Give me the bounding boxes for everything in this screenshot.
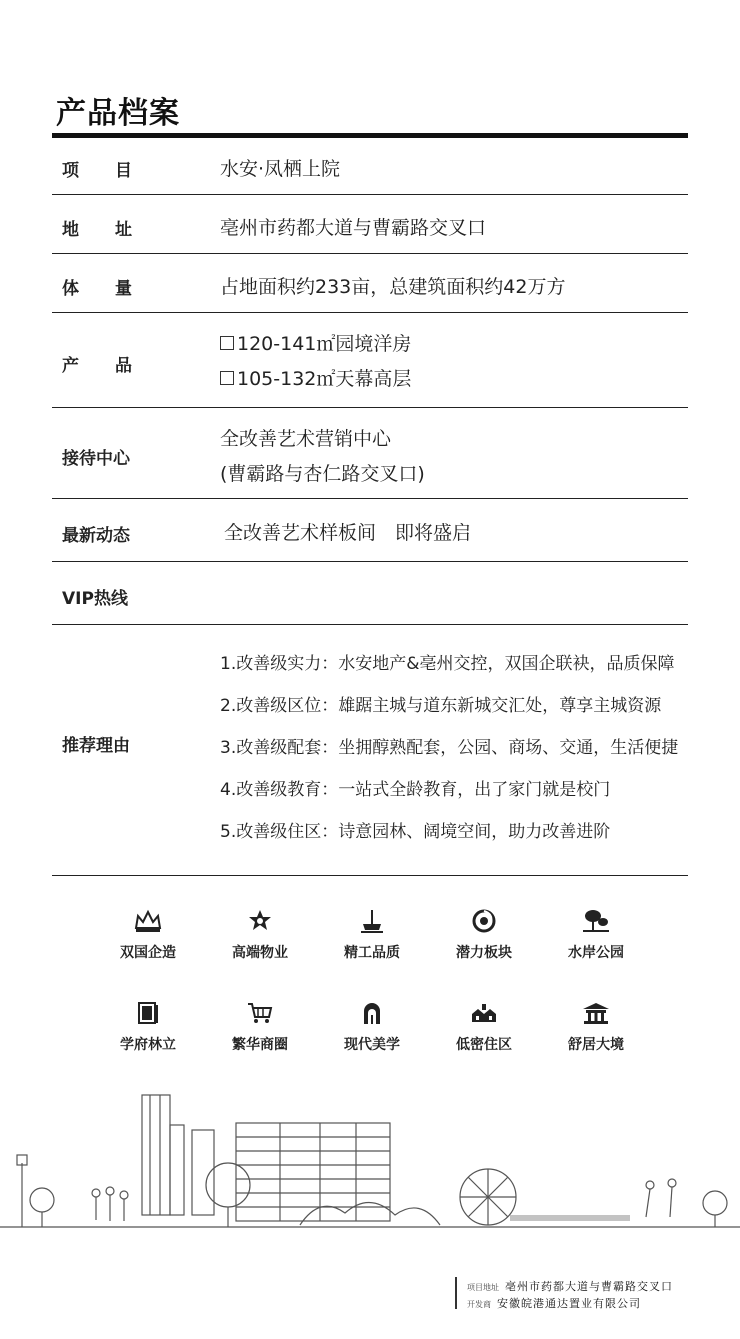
row-scale-value: 占地面积约233亩，总建筑面积约42万方 xyxy=(220,276,566,298)
page-title: 产品档案 xyxy=(56,96,180,131)
row-news-value: 全改善艺术样板间 即将盛启 xyxy=(224,522,472,544)
reason-item: 2.改善级区位：雄踞主城与道东新城交汇处，尊享主城资源 xyxy=(220,696,662,716)
row-news xyxy=(52,499,688,562)
row-project-value: 水安·凤栖上院 xyxy=(220,158,341,180)
feature-shujudajing: 舒居大境 xyxy=(540,1000,652,1054)
feature-xiandaimeixue: 现代美学 xyxy=(316,1000,428,1054)
feature-dimizhuqu: 低密住区 xyxy=(428,1000,540,1054)
product-tag-icon xyxy=(220,336,234,350)
row-scale-label: 体量 xyxy=(62,279,168,299)
reason-item: 1.改善级实力：水安地产&亳州交控，双国企联袂，品质保障 xyxy=(220,654,675,674)
feature-gaoduanwuye: 高端物业 xyxy=(204,908,316,962)
swirl-icon xyxy=(469,908,499,934)
row-reception-value xyxy=(220,424,425,486)
arch-icon xyxy=(357,1000,387,1026)
reasons-list xyxy=(220,649,678,859)
feature-xuefulinli: 学府林立 xyxy=(92,1000,204,1054)
row-project-label: 项目 xyxy=(62,161,168,181)
row-scale xyxy=(52,254,688,313)
reason-item: 3.改善级配套：坐拥醇熟配套，公园、商场、交通，生活便捷 xyxy=(220,738,679,758)
row-product-label: 产品 xyxy=(62,356,168,376)
footer-address: 项目地址 亳州市药都大道与曹霸路交叉口 xyxy=(467,1280,673,1293)
row-reasons-label: 推荐理由 xyxy=(62,736,130,756)
reception-line-2: (曹霸路与杏仁路交叉口) xyxy=(220,463,425,485)
row-address xyxy=(52,195,688,254)
reason-item: 5.改善级住区：诗意园林、阔境空间，助力改善进阶 xyxy=(220,822,611,842)
feature-shuiangongyuan: 水岸公园 xyxy=(540,908,652,962)
reason-item: 4.改善级教育：一站式全龄教育，出了家门就是校门 xyxy=(220,780,611,800)
tree-icon xyxy=(581,908,611,934)
row-address-label: 地址 xyxy=(62,220,168,240)
crown-icon xyxy=(133,908,163,934)
book-icon xyxy=(133,1000,163,1026)
row-project xyxy=(52,138,688,195)
city-skyline-illustration xyxy=(0,1085,740,1235)
reception-line-1: 全改善艺术营销中心 xyxy=(220,428,392,450)
houses-icon xyxy=(469,1000,499,1026)
row-reception xyxy=(52,408,688,499)
pavilion-icon xyxy=(581,1000,611,1026)
star-badge-icon xyxy=(245,908,275,934)
product-tag-icon xyxy=(220,371,234,385)
trowel-icon xyxy=(357,908,387,934)
feature-qianlibankuai: 潜力板块 xyxy=(428,908,540,962)
row-news-label: 最新动态 xyxy=(62,526,130,546)
footer-developer: 开发商 安徽皖港通达置业有限公司 xyxy=(467,1297,641,1310)
feature-shuangguoqi: 双国企造 xyxy=(92,908,204,962)
cart-icon xyxy=(245,1000,275,1026)
row-product-value xyxy=(220,329,411,391)
row-reception-label: 接待中心 xyxy=(62,449,130,469)
row-vip-label: VIP热线 xyxy=(62,589,128,609)
product-line-1: 120-141㎡园境洋房 xyxy=(220,333,411,355)
product-line-2: 105-132㎡天幕高层 xyxy=(220,364,411,391)
row-reasons xyxy=(52,625,688,876)
row-address-value: 亳州市药都大道与曹霸路交叉口 xyxy=(220,217,487,239)
feature-fanhuashangquan: 繁华商圈 xyxy=(204,1000,316,1054)
row-vip xyxy=(52,562,688,625)
feature-jinggongpinzhi: 精工品质 xyxy=(316,908,428,962)
footer-divider xyxy=(455,1277,457,1309)
row-product xyxy=(52,313,688,408)
